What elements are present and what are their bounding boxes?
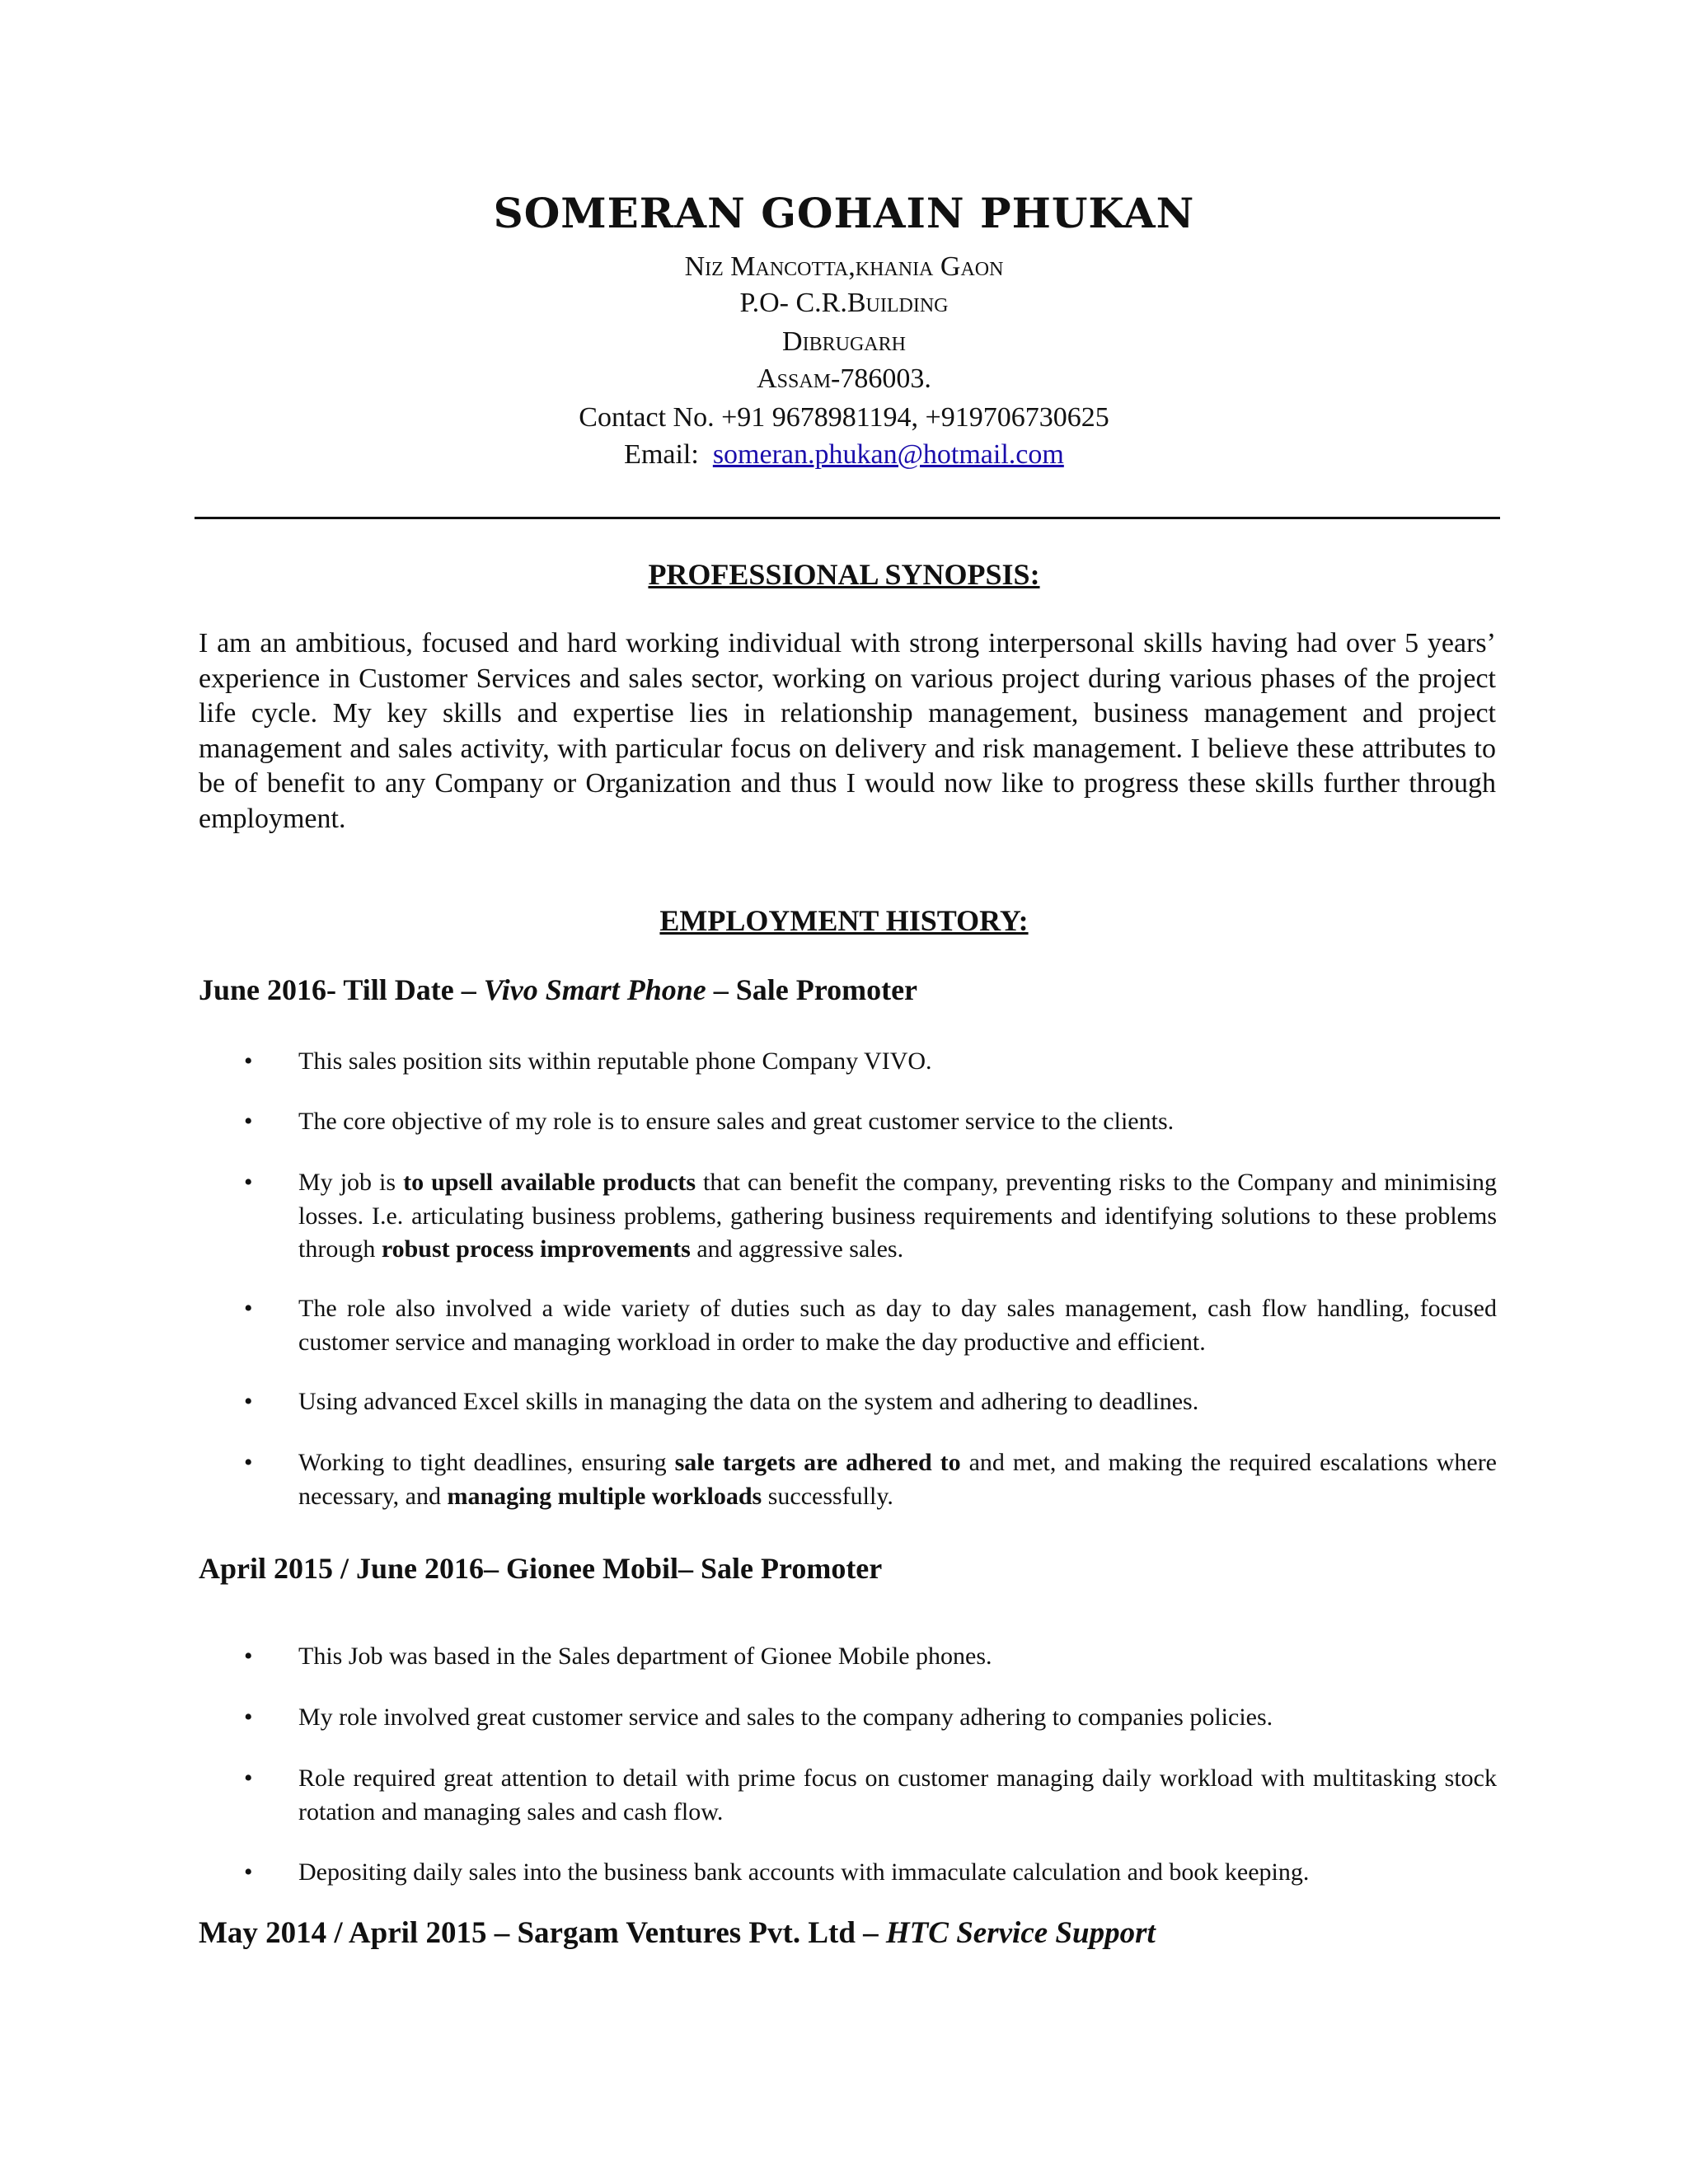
job-role: Sale Promoter — [735, 973, 918, 1006]
separator: – — [453, 973, 484, 1006]
employment-title: EMPLOYMENT HISTORY: — [659, 904, 1029, 937]
bullet-text: My role involved great customer service and sales to the company adhering to companies policies. — [298, 1704, 1273, 1731]
separator: – — [706, 973, 736, 1006]
list-item — [244, 1045, 1497, 1079]
job-heading-vivo — [199, 972, 917, 1007]
separator: – — [855, 1916, 886, 1950]
address-line-1: Niz Mancotta,khania Gaon — [684, 251, 1004, 282]
bullet-text: The role also involved a wide variety of duties such as day to day sales management, cash flow handling, focused customer service and managing workload in order to make the day productive and efficient. — [298, 1295, 1497, 1356]
contact-numbers: Contact No. +91 9678981194, +919706730625 — [579, 402, 1109, 433]
bullet-emphasis: robust process improvements — [381, 1235, 691, 1263]
address-line-2: P.O- C.R.Building — [739, 288, 949, 318]
list-item — [244, 1292, 1497, 1359]
bullet-text: Depositing daily sales into the business bank accounts with immaculate calculation and book keeping. — [298, 1858, 1310, 1886]
job-period: April 2015 / June 2016– Gionee Mobil– Sale Promoter — [199, 1552, 883, 1585]
bullet-emphasis: managing multiple workloads — [447, 1482, 762, 1510]
job-period: May 2014 / April 2015 – Sargam Ventures Pvt. Ltd — [199, 1916, 856, 1950]
bullet-text: This sales position sits within reputable phone Company VIVO. — [298, 1047, 932, 1075]
bullet-dot: • — [244, 1858, 253, 1886]
bullet-dot: • — [244, 1169, 253, 1196]
bullet-dot: • — [244, 1047, 253, 1075]
list-item — [244, 1701, 1497, 1735]
bullet-text: My job is — [298, 1169, 404, 1196]
list-item — [244, 1166, 1497, 1267]
bullet-dot: • — [244, 1643, 253, 1670]
bullet-dot: • — [244, 1449, 253, 1476]
bullet-dot: • — [244, 1388, 253, 1415]
list-item — [244, 1640, 1497, 1674]
bullet-text: The core objective of my role is to ensure sales and great customer service to the clients. — [298, 1108, 1175, 1135]
job-period: June 2016- Till Date — [199, 973, 454, 1006]
address-line-3: Dibrugarh — [782, 326, 906, 357]
bullet-text: Role required great attention to detail with prime focus on customer managing daily workload with multitasking stock rotation and managing sales and cash flow. — [298, 1765, 1497, 1825]
email-link[interactable]: someran.phukan@hotmail.com — [712, 439, 1064, 470]
bullet-text: This Job was based in the Sales department of Gionee Mobile phones. — [298, 1643, 992, 1670]
header-divider — [195, 517, 1500, 519]
list-item — [244, 1385, 1497, 1419]
bullet-dot: • — [244, 1295, 253, 1322]
bullet-emphasis: sale targets are adhered to — [674, 1449, 961, 1476]
bullet-text: and aggressive sales. — [690, 1235, 904, 1263]
job-heading-sargam — [199, 1915, 1156, 1951]
job-heading-gionee — [199, 1551, 882, 1586]
email-row — [0, 438, 1688, 472]
candidate-name: SOMERAN GOHAIN PHUKAN — [493, 189, 1195, 237]
job-role: HTC Service Support — [885, 1916, 1156, 1950]
bullet-text: Working to tight deadlines, ensuring — [298, 1449, 675, 1476]
synopsis-title: PROFESSIONAL SYNOPSIS: — [648, 558, 1040, 591]
bullet-dot: • — [244, 1765, 253, 1792]
address-line-4: Assam-786003. — [757, 363, 931, 394]
list-item — [244, 1105, 1497, 1139]
company-name: Vivo Smart Phone — [483, 973, 706, 1006]
list-item — [244, 1446, 1497, 1513]
bullet-text: Using advanced Excel skills in managing the data on the system and adhering to deadlines. — [298, 1388, 1199, 1415]
email-label: Email: — [624, 439, 699, 470]
bullet-dot: • — [244, 1704, 253, 1731]
list-item — [244, 1856, 1497, 1890]
synopsis-text: I am an ambitious, focused and hard working individual with strong interpersonal skills having had over 5 years’ experience in Customer Services and sales sector, working on various project during various phases of the project life cycle. My key skills and expertise lies in relationship management, business management and project management and sales activity, with particular focus on delivery and risk management. I believe these attributes to be of benefit to any Company or Organization and thus I would now like to progress these skills further through employment. — [199, 628, 1496, 834]
bullet-text: and met, and making the required escalations where necessary, and — [298, 1449, 1497, 1510]
bullet-text: successfully. — [762, 1482, 893, 1510]
list-item — [244, 1762, 1497, 1829]
bullet-text: that can benefit the company, preventing risks to the Company and minimising losses. I.e. articulating business problems, gathering business requirements and identifying solutions to these problems through — [298, 1169, 1497, 1263]
bullet-emphasis: to upsell available products — [403, 1169, 696, 1196]
bullet-dot: • — [244, 1108, 253, 1135]
